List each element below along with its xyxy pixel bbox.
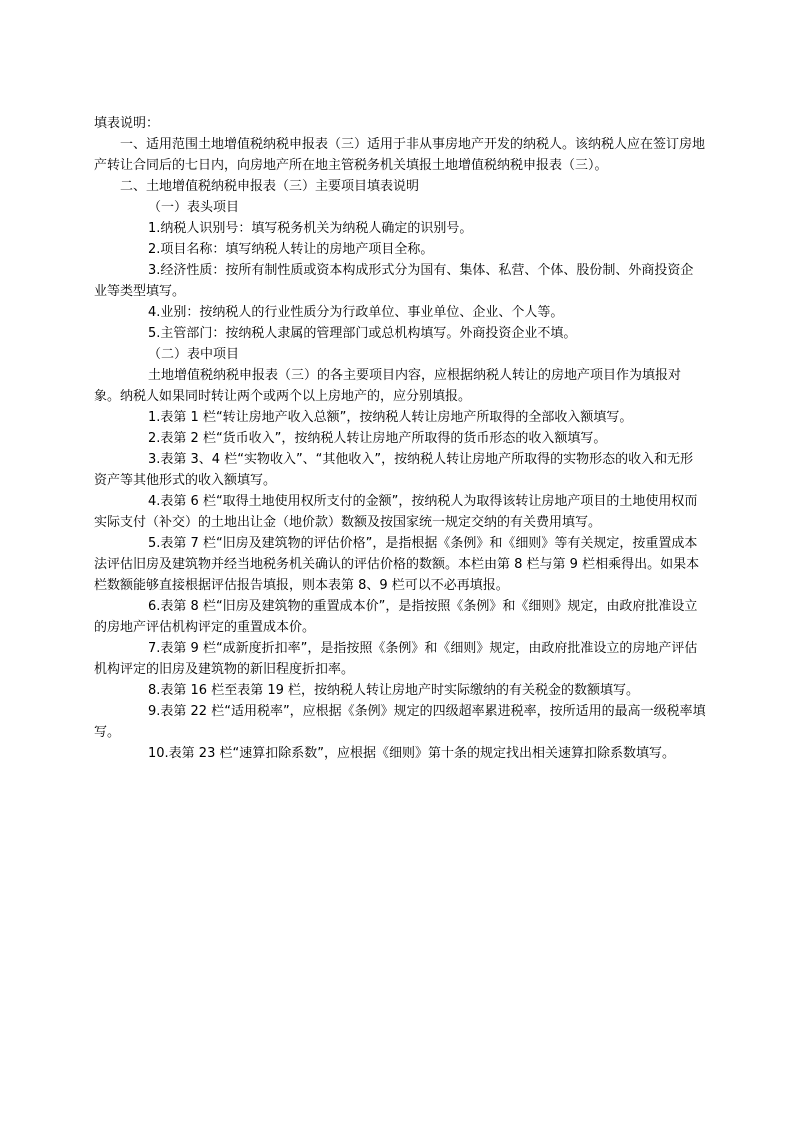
- list-item: 2.项目名称：填写纳税人转让的房地产项目全称。: [148, 242, 434, 257]
- list-item: 2.表第 2 栏“货币收入”，按纳税人转让房地产所取得的货币形态的收入额填写。: [148, 431, 607, 446]
- list-item: 9.表第 22 栏“适用税率”，应根据《条例》规定的四级超率累进税率，按所适用的最高一级税率填写。: [94, 704, 706, 740]
- list-item: 7.表第 9 栏“成新度折扣率”，是指按照《条例》和《细则》规定，由政府批准设立的房地产评估机构评定的旧房及建筑物的新旧程度折扣率。: [94, 641, 698, 677]
- paragraph-scope: 一、适用范围土地增值税纳税申报表（三）适用于非从事房地产开发的纳税人。该纳税人应在签订房地产转让合同后的七日内，向房地产所在地主管税务机关填报土地增值税纳税申报表（三）。: [94, 137, 706, 173]
- paragraph-table-items-intro: 土地增值税纳税申报表（三）的各主要项目内容，应根据纳税人转让的房地产项目作为填报对象。纳税人如果同时转让两个或两个以上房地产的，应分别填报。: [94, 368, 682, 404]
- list-item: 1.纳税人识别号：填写税务机关为纳税人确定的识别号。: [148, 221, 473, 236]
- list-item: 5.表第 7 栏“旧房及建筑物的评估价格”，是指根据《条例》和《细则》等有关规定，按重置成本法评估旧房及建筑物并经当地税务机关确认的评估价格的数额。本栏由第 8 栏与第 9 栏相乘得出。如果本栏数额能够直接根据评估报告填报，则本表第 8、9 栏可以不必再填报。: [94, 536, 700, 593]
- list-item: 3.经济性质：按所有制性质或资本构成形式分为国有、集体、私营、个体、股份制、外商投资企业等类型填写。: [94, 263, 694, 299]
- section-heading-main-items: 二、土地增值税纳税申报表（三）主要项目填表说明: [120, 179, 420, 194]
- subsection-heading-header-items: （一）表头项目: [148, 200, 240, 215]
- document-body: [94, 113, 706, 764]
- list-item: 3.表第 3、4 栏“实物收入”、“其他收入”，按纳税人转让房地产所取得的实物形态的收入和无形资产等其他形式的收入额填写。: [94, 452, 694, 488]
- list-item: 4.表第 6 栏“取得土地使用权所支付的金额”，按纳税人为取得该转让房地产项目的土地使用权而实际支付（补交）的土地出让金（地价款）数额及按国家统一规定交纳的有关费用填写。: [94, 494, 698, 530]
- subsection-heading-table-items: （二）表中项目: [148, 347, 240, 362]
- list-item: 6.表第 8 栏“旧房及建筑物的重置成本价”，是指按照《条例》和《细则》规定，由政府批准设立的房地产评估机构评定的重置成本价。: [94, 599, 698, 635]
- document-heading: 填表说明：: [94, 116, 160, 131]
- list-item: 8.表第 16 栏至表第 19 栏，按纳税人转让房地产时实际缴纳的有关税金的数额填写。: [148, 683, 640, 698]
- list-item: 10.表第 23 栏“速算扣除系数”，应根据《细则》第十条的规定找出相关速算扣除系数填写。: [148, 746, 675, 761]
- list-item: 1.表第 1 栏“转让房地产收入总额”，按纳税人转让房地产所取得的全部收入额填写。: [148, 410, 633, 425]
- list-item: 5.主管部门：按纳税人隶属的管理部门或总机构填写。外商投资企业不填。: [148, 326, 577, 341]
- list-item: 4.业别：按纳税人的行业性质分为行政单位、事业单位、企业、个人等。: [148, 305, 564, 320]
